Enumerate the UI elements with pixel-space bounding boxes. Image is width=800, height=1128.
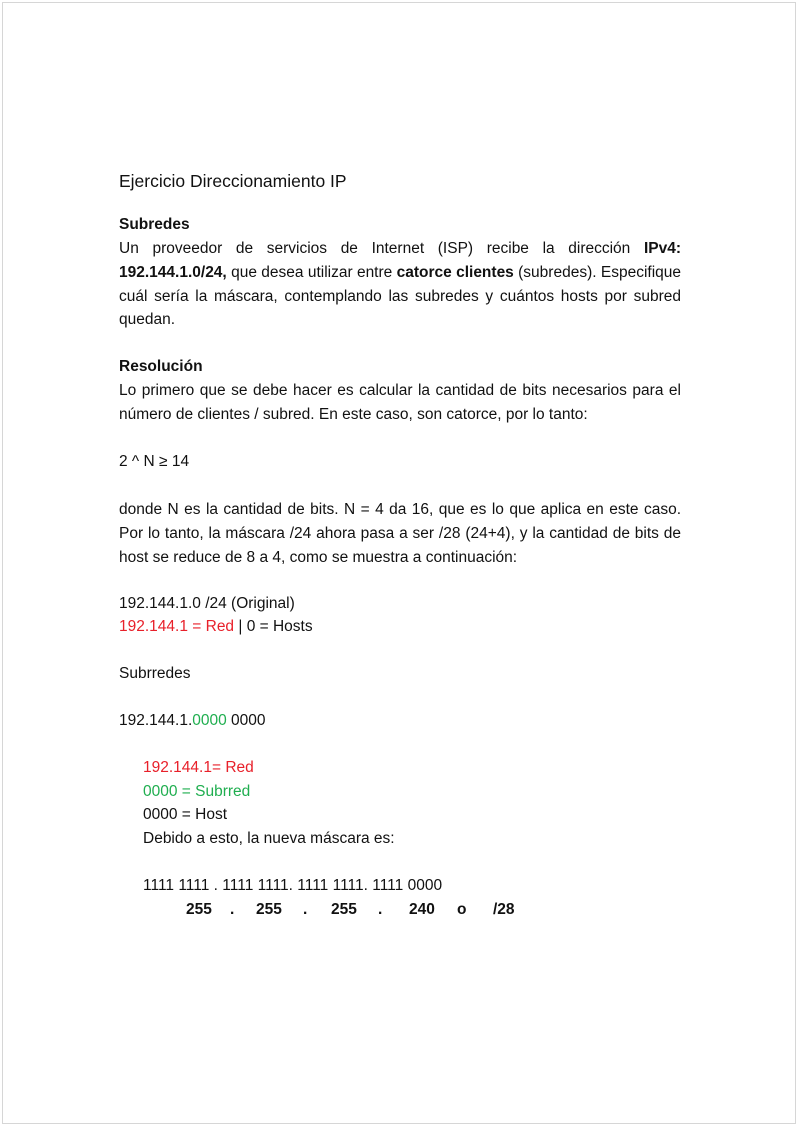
binary-mask: 1111 1111 . 1111 1111. 1111 1111. 1111 0000 xyxy=(143,877,443,894)
subnet-address: 192.144.1.0000 0000 xyxy=(119,712,266,729)
resolucion-heading: Resolución xyxy=(119,358,203,375)
original-address: 192.144.1.0 /24 (Original) xyxy=(119,595,295,612)
conclusion: Debido a esto, la nueva máscara es: xyxy=(143,830,395,847)
document-title: Ejercicio Direccionamiento IP xyxy=(119,171,347,191)
subrredes-label: Subrredes xyxy=(119,665,191,682)
legend-red: 192.144.1= Red xyxy=(143,759,254,776)
red-hosts-line: 192.144.1 = Red | 0 = Hosts xyxy=(119,618,313,635)
subredes-heading: Subredes xyxy=(119,216,190,233)
formula: 2 ^ N ≥ 14 xyxy=(119,453,190,470)
explanation-paragraph: donde N es la cantidad de bits. N = 4 da 16, que es lo que aplica en este caso. Por lo tanto, la máscara /24 ahora pasa a ser /28 (24+4), y la cantidad de bits de host se reduce de 8 a 4, como se muestra a continuación: xyxy=(119,501,681,566)
subredes-paragraph: Un proveedor de servicios de Internet (ISP) recibe la dirección IPv4: 192.144.1.0/24, que desea utilizar entre catorce clientes (subredes). Especifique cuál sería la máscara, contemplando las subredes y cuántos hosts por subred quedan. xyxy=(119,240,681,329)
resolucion-paragraph: Lo primero que se debe hacer es calcular la cantidad de bits necesarios para el número de clientes / subred. En este caso, son catorce, por lo tanto: xyxy=(119,382,681,423)
legend-host: 0000 = Host xyxy=(143,806,228,823)
legend-subnet: 0000 = Subrred xyxy=(143,783,251,800)
